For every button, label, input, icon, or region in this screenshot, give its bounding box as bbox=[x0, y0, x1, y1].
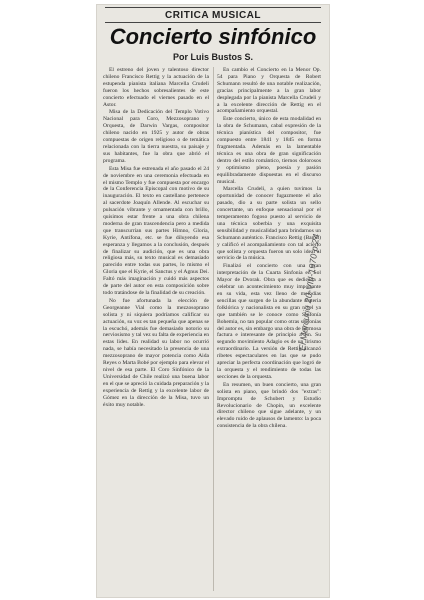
section-label: CRITICA MUSICAL bbox=[164, 9, 261, 21]
paragraph: Marcella Crudeli, a quien tuvimos la oportunidad de conocer fugazmente el año pasado, dio a su parte solista un sello concertante, un enfoque sensacional por el temperamento fogoso puesto al servicio de una técnica soberbia y una exquisita sensibilidad y musicalidad para brindarnos un Schumann auténtico. Francisco Rettig (Bamil) y calificó el acompañamiento con tal acierto que solista y orquesta fueron un solo ideal al servicio de la música. bbox=[217, 186, 321, 262]
paragraph: En cambio el Concierto en la Menor Op. 54 para Piano y Orquesta de Robert Schumann resultó de una notable realización, gracias principalmente a la gran labor desplegada por la pianista Marcella Crudeli y a la excelente dirección de Rettig en el acompañamiento orquestal. bbox=[217, 67, 321, 115]
paragraph: Finalizó el concierto con una gran interpretación de la Cuarta Sinfonía en Sol Mayor de Dvorak. Obra que es dedicada a celebrar un acontecimiento muy importante en su vida, esta vez lleno de melodías sencillas que surgen de la abundante materia folklórica y nacionalista en su gran nivel ya que también se le conoce como Sinfonía Bohemia, no tan popular como otras sinfonías del autor es, sin embargo una obra de hermosa factura e interesante de principio a fin. Su segundo movimiento Adagio es de un lirismo extraordinario. La versión de Rettig alcanzó ribetes espectaculares en las que se pudo apreciar la perfecta coordinación que logró de la orquesta y el rendimiento de todas las secciones de la orquesta. bbox=[217, 263, 321, 380]
newspaper-clipping bbox=[96, 4, 330, 598]
article-byline: Por Luis Bustos S. bbox=[172, 52, 253, 62]
paragraph: En resumen, un buen concierto, una gran solista en piano, que brindó dos "extras": Impromptu de Schubert y Estudio Revolucionario de Chopin, un excelente director chileno que sigue adelante, y un elevado ruido de aplausos de lamento: la poca consistencia de la obra chilena. bbox=[217, 381, 321, 430]
paragraph: Misa de la Dedicación del Templo Votivo Nacional para Coro, Mezzosoprano y Orquesta, de Darwin Vargas, compositor chileno nacido en 1925 y autor de obras compuestas de origen religioso o de temática relacionada con la tierra nuestra, su paisaje y sus habitantes, fue la obra que abrió el programa. bbox=[103, 109, 209, 164]
paragraph: No fue afortunada la elección de Georgeanne Vial como la mezzosoprano solista y ni siquiera podríamos calificar su actuación, su voz es tan pequeña que apenas se la escuchó, además fue demasiado notorio su nerviosismo y tal vez su falta de experiencia en estas lides. En realidad su labor no ocurrió nada, se había necesitado la presencia de una mezzosoprano de mayor potencia como Aida Reyes o Marta Bobé por ejemplo para elevar el nivel de esa parte. El Coro Sinfónico de la Universidad de Chile realizó una buena labor en el que se apreció la cuidada preparación y la experiencia de Rettig y la excelente labor de Gómez en la dirección de la Misa, tuvo un éxito muy notable. bbox=[103, 297, 209, 408]
paragraph: El estreno del joven y talentoso director chileno Francisco Rettig y la actuación de la estupenda pianista italiana Marcella Crudeli fueron los hechos sobresalientes de este concierto efectuado el viernes pasado en el Astor. bbox=[103, 67, 209, 108]
paragraph: Este concierto, único de esta modalidad en la obra de Schumann, cabal expresión de la técnica pianística del compositor, fue compuesto entre 1841 y 1845 en forma fragmentada. Además en la lamentable técnica es una obra de gran significación dentro del estilo romántico, tiernos dolorosos y optimismo pleno, poesía y pasión equilibradamente dispuestas en el discurso musical. bbox=[217, 116, 321, 185]
article-headline: Concierto sinfónico bbox=[109, 24, 317, 49]
paragraph: Esta Misa fue estrenada el año pasado el 24 de noviembre en una ceremonia efectuada en el mismo Templo y fue compuesta por encargo de la Conferencia Episcopal con motivo de su inauguración. El texto en castellano pertenece al sacerdote Joaquín Allende. Al escuchar su pulsación vibrante y ornamentada con brillo, quisimos estar frente a una obra chilena moderna de gran trascendencia pero a medida que transcurrían sus partes Himno, Gloria, Kyrie, Antífona, etc. se fue diluyendo esa esperanza y llegamos a la conclusión, después de finalizar su audición, que es una obra religiosa más, su texto musical es demasiado parecido entre todas sus partes, lo mismo el Gloria que el Kyrie, el Sanctus y el Agnus Dei. Faltó más imaginación y cuidó más aspectos de parte del autor en esta composición sobre todo tratándose de la finalidad de su creación. bbox=[103, 165, 209, 296]
handwritten-note: El Mercurio 20-VIII-1970 p.24 bbox=[297, 233, 322, 352]
